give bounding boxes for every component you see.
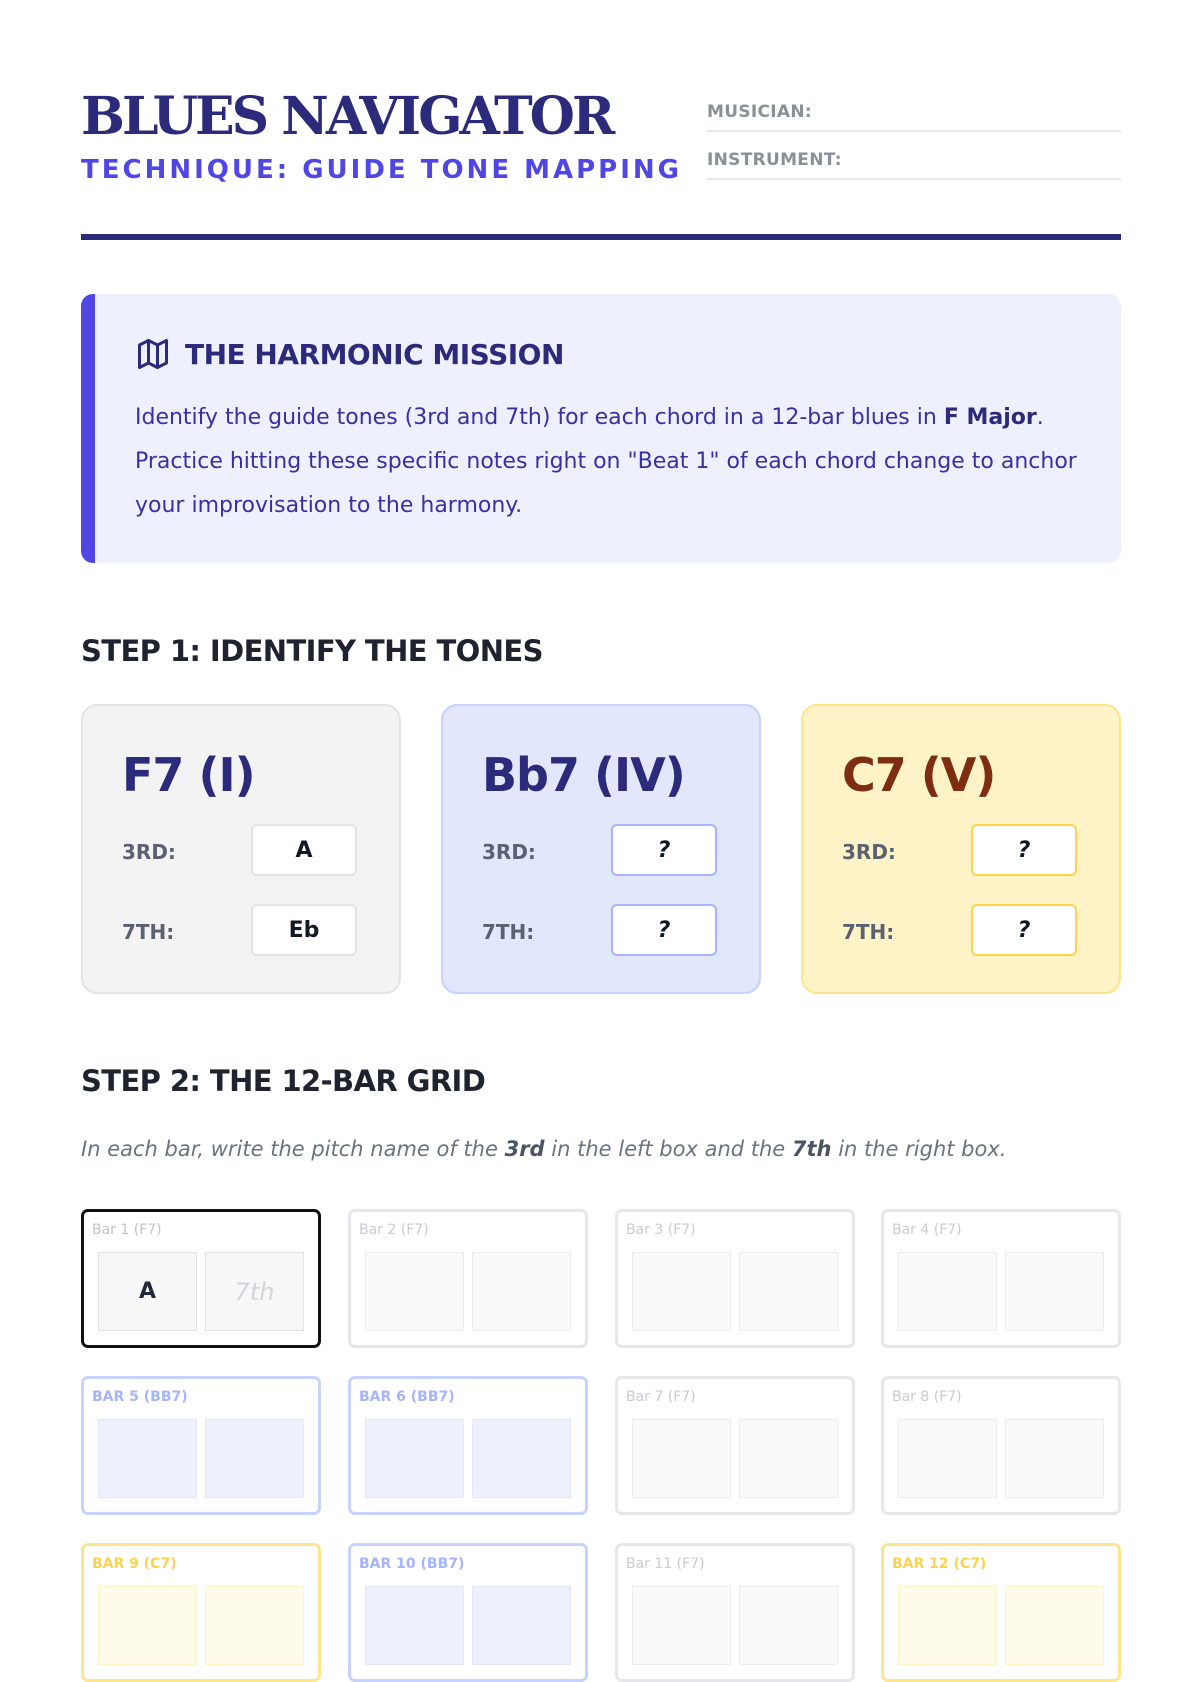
bar-third-box[interactable] [98, 1419, 197, 1498]
bar-5 [81, 1376, 321, 1515]
bar-12 [881, 1543, 1121, 1682]
bar-2 [348, 1209, 588, 1348]
instr-part: In each bar, write the pitch name of the [81, 1137, 505, 1161]
bar-seventh-box[interactable] [205, 1252, 304, 1331]
third-label: 3RD: [842, 840, 896, 864]
bar-label: Bar 1 (F7) [92, 1222, 162, 1238]
bar-label: BAR 6 (BB7) [359, 1389, 455, 1405]
third-box[interactable]: ? [611, 824, 717, 876]
mission-key: F Major [943, 405, 1037, 430]
bar-1 [81, 1209, 321, 1348]
bar-third-box[interactable] [898, 1586, 997, 1665]
bar-third-box[interactable] [898, 1419, 997, 1498]
bar-third-box[interactable] [632, 1586, 731, 1665]
seventh-label: 7TH: [842, 920, 895, 944]
step2-title: STEP 2: THE 12-BAR GRID [81, 1064, 486, 1098]
bar-label: BAR 5 (BB7) [92, 1389, 188, 1405]
instrument-label: INSTRUMENT: [707, 150, 842, 170]
bar-label: Bar 8 (F7) [892, 1389, 962, 1405]
mission-text-end: . Practice hitting these specific notes right on "Beat 1" of each chord change to anchor your improvisation to the harmony. [135, 405, 1077, 518]
bar-third-value: A [138, 1279, 157, 1304]
bar-third-box[interactable] [632, 1419, 731, 1498]
header [81, 84, 1121, 244]
bar-third-box[interactable] [365, 1419, 464, 1498]
bar-seventh-box[interactable] [205, 1419, 304, 1498]
bar-8 [881, 1376, 1121, 1515]
bar-third-box[interactable] [98, 1252, 197, 1331]
instrument-field[interactable] [707, 132, 1121, 180]
bar-seventh-box[interactable] [739, 1586, 838, 1665]
bar-3 [615, 1209, 855, 1348]
bar-seventh-box[interactable] [739, 1419, 838, 1498]
bar-third-box[interactable] [365, 1586, 464, 1665]
bar-label: BAR 9 (C7) [92, 1556, 177, 1572]
mission-heading [135, 336, 564, 372]
mission-text [135, 396, 1095, 528]
bar-6 [348, 1376, 588, 1515]
musician-label: MUSICIAN: [707, 102, 812, 122]
bar-seventh-box[interactable] [205, 1586, 304, 1665]
bar-10 [348, 1543, 588, 1682]
header-divider [81, 234, 1121, 240]
page-subtitle: TECHNIQUE: GUIDE TONE MAPPING [81, 155, 683, 185]
chord-cards [81, 704, 1121, 994]
bar-seventh-box[interactable] [1005, 1419, 1104, 1498]
third-box[interactable]: ? [971, 824, 1077, 876]
chord-name: F7 (I) [122, 748, 255, 802]
bar-label: Bar 7 (F7) [626, 1389, 696, 1405]
bar-third-box[interactable] [98, 1586, 197, 1665]
page-title: BLUES NAVIGATOR [81, 86, 613, 147]
bar-seventh-box[interactable] [1005, 1252, 1104, 1331]
third-label: 3RD: [122, 840, 176, 864]
bar-third-box[interactable] [898, 1252, 997, 1331]
grid-instructions [81, 1137, 1121, 1161]
instr-third: 3rd [504, 1137, 545, 1161]
seventh-box[interactable]: Eb [251, 904, 357, 956]
instr-part: in the right box. [831, 1137, 1007, 1161]
bar-11 [615, 1543, 855, 1682]
map-icon [135, 336, 171, 372]
bar-seventh-box[interactable] [1005, 1586, 1104, 1665]
seventh-box[interactable]: ? [971, 904, 1077, 956]
seventh-label: 7TH: [482, 920, 535, 944]
chord-name: Bb7 (IV) [482, 748, 685, 802]
bar-seventh-box[interactable] [472, 1419, 571, 1498]
mission-text-start: Identify the guide tones (3rd and 7th) for each chord in a 12-bar blues in [135, 405, 944, 430]
mission-callout [81, 294, 1121, 563]
instr-seventh: 7th [791, 1137, 832, 1161]
bar-9 [81, 1543, 321, 1682]
seventh-box[interactable]: ? [611, 904, 717, 956]
bar-seventh-box[interactable] [472, 1252, 571, 1331]
bar-label: BAR 10 (BB7) [359, 1556, 465, 1572]
bar-third-box[interactable] [632, 1252, 731, 1331]
bar-label: Bar 3 (F7) [626, 1222, 696, 1238]
chord-name: C7 (V) [842, 748, 996, 802]
chord-card-c7 [801, 704, 1121, 994]
third-box[interactable]: A [251, 824, 357, 876]
instr-part: in the left box and the [544, 1137, 792, 1161]
musician-field[interactable] [707, 84, 1121, 132]
chord-card-bb7 [441, 704, 761, 994]
third-label: 3RD: [482, 840, 536, 864]
bar-label: BAR 12 (C7) [892, 1556, 987, 1572]
bar-seventh-box[interactable] [472, 1586, 571, 1665]
bar-label: Bar 2 (F7) [359, 1222, 429, 1238]
bar-label: Bar 4 (F7) [892, 1222, 962, 1238]
bar-7 [615, 1376, 855, 1515]
bar-seventh-box[interactable] [739, 1252, 838, 1331]
bar-4 [881, 1209, 1121, 1348]
chord-card-f7 [81, 704, 401, 994]
seventh-label: 7TH: [122, 920, 175, 944]
mission-title: THE HARMONIC MISSION [185, 337, 564, 371]
step1-title: STEP 1: IDENTIFY THE TONES [81, 634, 543, 668]
bar-label: Bar 11 (F7) [626, 1556, 705, 1572]
name-fields [707, 84, 1121, 180]
bar-seventh-placeholder: 7th [234, 1277, 275, 1306]
bar-third-box[interactable] [365, 1252, 464, 1331]
